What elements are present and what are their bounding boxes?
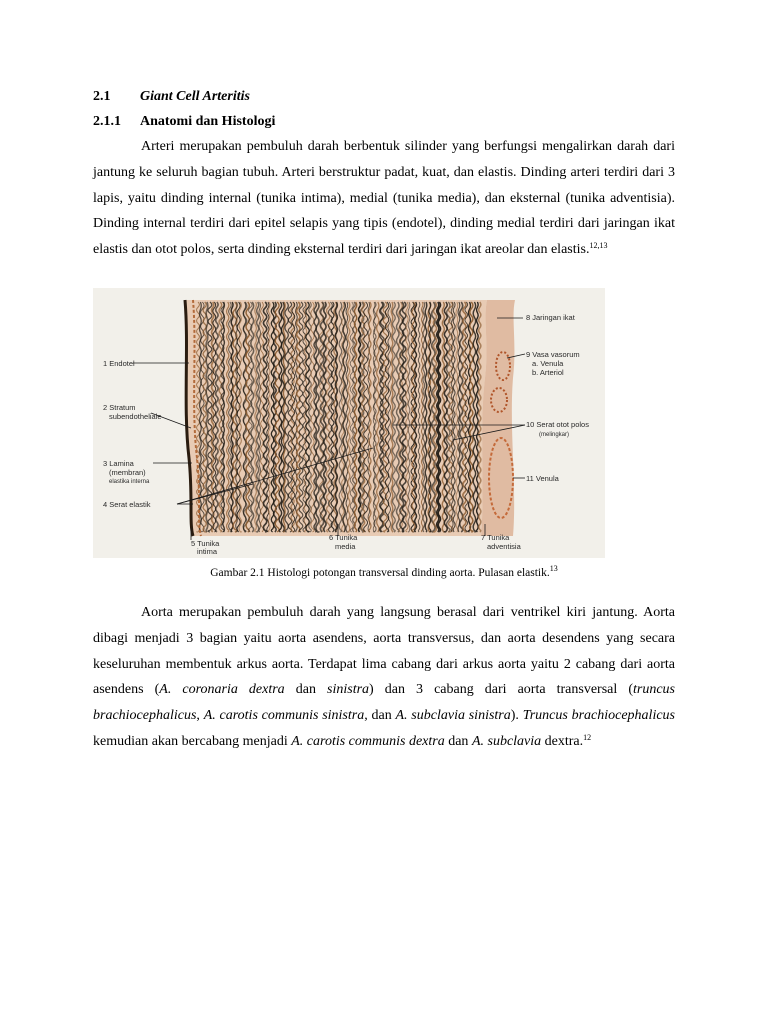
p2-text-9: dextra. xyxy=(541,733,584,749)
label-serat-elastik: 4 Serat elastik xyxy=(103,500,151,509)
caption-reference: 13 xyxy=(549,564,558,573)
label-tunika-intima-1: 5 Tunika xyxy=(191,539,220,548)
p2-italic-subclavia-sinistra: A. subclavia sinistra xyxy=(395,708,511,724)
p2-text-6: ). xyxy=(510,708,523,724)
label-stratum: 2 Stratum xyxy=(103,403,136,412)
section-title: Giant Cell Arteritis xyxy=(140,89,250,104)
p2-text-8: dan xyxy=(444,733,472,749)
histology-figure xyxy=(93,288,605,558)
label-tunika-media-1: 6 Tunika xyxy=(329,533,358,542)
figure-caption xyxy=(0,566,768,580)
p2-italic-carotis-dextra: A. carotis communis dextra xyxy=(291,733,445,749)
label-membran: (membran) xyxy=(109,468,146,477)
p2-italic-subclavia: A. subclavia xyxy=(471,733,542,749)
p2-text-7: kemudian akan bercabang menjadi xyxy=(93,733,292,749)
label-tunika-adventisia-1: 7 Tunika xyxy=(481,533,510,542)
section-heading xyxy=(93,89,250,105)
subsection-heading xyxy=(93,114,275,130)
subsection-number: 2.1.1 xyxy=(93,114,121,129)
p2-text-2: dan xyxy=(284,682,328,698)
caption-text: Gambar 2.1 Histologi potongan transversal dinding aorta. Pulasan elastik. xyxy=(210,567,550,579)
paragraph-aorta xyxy=(93,600,675,755)
p2-text-4: , xyxy=(196,708,204,724)
label-lamina: 3 Lamina xyxy=(103,459,134,468)
label-elastika-interna: elastika interna xyxy=(109,479,150,485)
section-number: 2.1 xyxy=(93,89,111,104)
label-venula: 11 Venula xyxy=(526,474,559,483)
label-endotel: 1 Endotel xyxy=(103,359,135,368)
subsection-title: Anatomi dan Histologi xyxy=(140,114,276,129)
label-melingkar: (melingkar) xyxy=(539,432,570,438)
p2-text-5: , dan xyxy=(364,708,396,724)
label-jaringan-ikat: 8 Jaringan ikat xyxy=(526,313,575,322)
p2-italic-coronaria-dextra: A. coronaria dextra xyxy=(159,682,285,698)
label-serat-otot-polos: 10 Serat otot polos xyxy=(526,420,589,429)
label-tunika-intima-2: intima xyxy=(197,547,218,556)
p2-text-3: ) dan 3 cabang dari aorta transversal ( xyxy=(369,682,633,698)
paragraph-arteri xyxy=(93,134,675,263)
paragraph1-text: Arteri merupakan pembuluh darah berbentuk silinder yang berfungsi mengalirkan darah dari jantung ke seluruh bagian tubuh. Arteri berstruktur padat, kuat, dan elastis. Dinding arteri terdiri dari 3 lapis, yaitu dinding internal (tunika intima), medial (tunika media), dan eksternal (tunika adventisia). Dinding internal terdiri dari epitel selapis yang tipis (endotel), dinding medial terdiri dari jaringan ikat elastis dan otot polos, serta dinding eksternal terdiri dari jaringan ikat areolar dan elastis. xyxy=(93,139,675,258)
p2-text-1: Aorta merupakan pembuluh darah yang langsung berasal dari ventrikel kiri jantung. Aorta dibagi menjadi 3 bagian yaitu aorta asendens, aorta transversus, dan aorta desendens yang secara keseluruhan membentuk arkus aorta. Terdapat lima cabang dari arkus aorta yaitu 2 cabang dari aorta asendens ( xyxy=(93,605,675,698)
p2-italic-sinistra: sinistra xyxy=(327,682,370,698)
label-subendotheliale: subendotheliale xyxy=(109,412,162,421)
paragraph2-reference: 12 xyxy=(583,732,592,742)
p2-italic-carotis-sinistra: A. carotis communis sinistra xyxy=(203,708,365,724)
label-arteriol-b: b. Arteriol xyxy=(532,368,564,377)
label-tunika-media-2: media xyxy=(335,542,356,551)
p2-italic-truncus: truncus brachiocephalicus xyxy=(93,682,675,724)
paragraph1-reference: 12,13 xyxy=(589,241,608,251)
aorta-histology-illustration xyxy=(93,288,605,558)
label-tunika-adventisia-2: adventisia xyxy=(487,542,521,551)
p2-italic-truncus-2: Truncus brachiocephalicus xyxy=(522,708,676,724)
label-vasa-vasorum: 9 Vasa vasorum xyxy=(526,350,580,359)
label-venula-a: a. Venula xyxy=(532,359,564,368)
